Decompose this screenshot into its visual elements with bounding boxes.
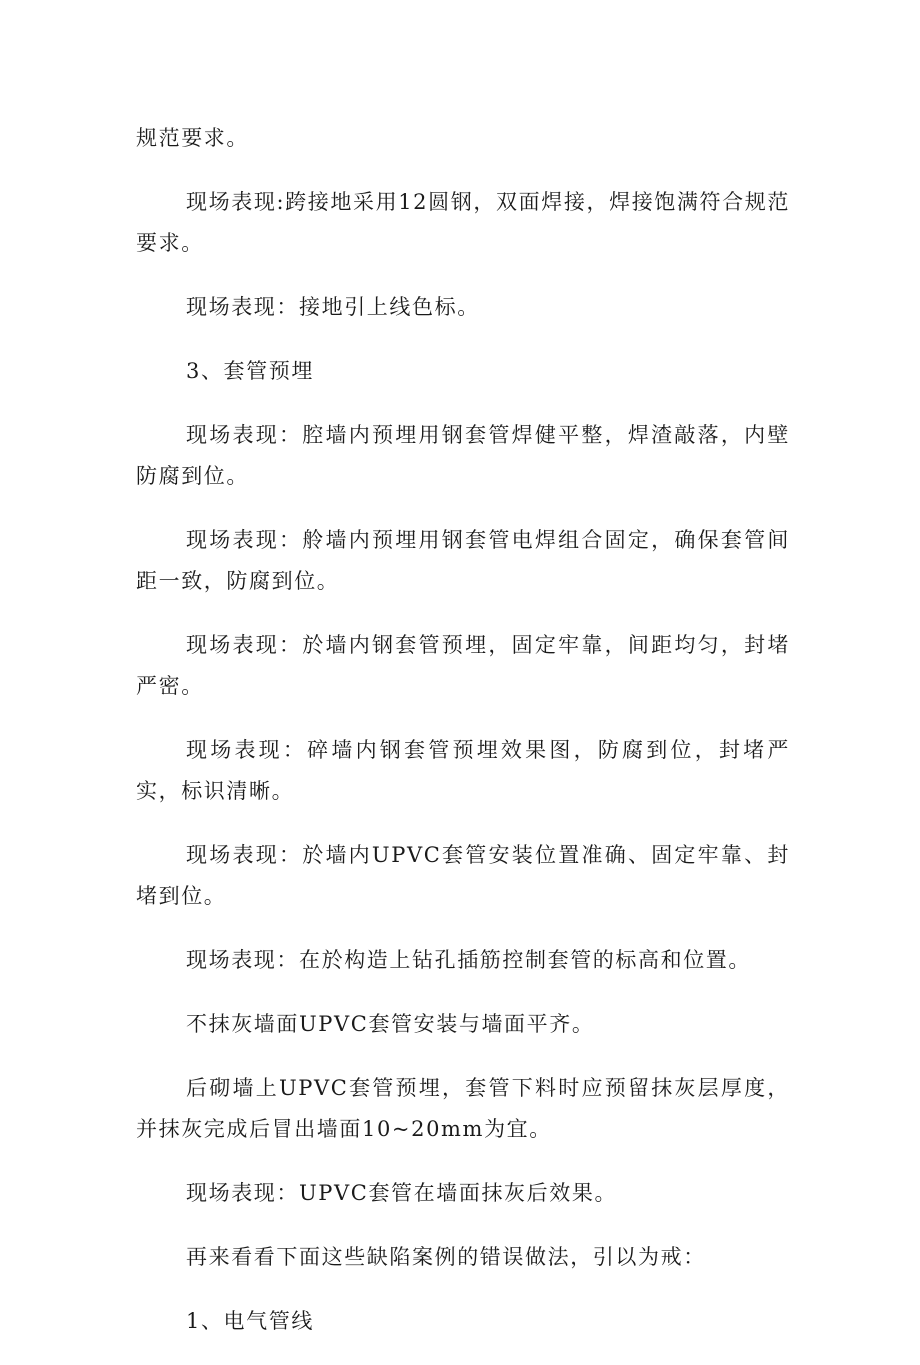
paragraph-drilled-rebar-control: 现场表现：在於构造上钻孔插筋控制套管的标高和位置。 (186, 948, 751, 972)
paragraph-upvc-after-plaster: 现场表现：UPVC套管在墙面抹灰后效果。 (186, 1181, 618, 1205)
paragraph-unplastered-wall: 不抹灰墙面UPVC套管安装与墙面平齐。 (186, 1012, 595, 1036)
section-heading-electrical-conduit: 1、电气管线 (186, 1309, 314, 1333)
paragraph-ground-lead-color: 现场表现：接地引上线色标。 (186, 295, 480, 319)
paragraph-steel-sleeve-fixing: 现场表现：舲墙内预埋用钢套管电焊组合固定，确保套管间距一致，防腐到位。 (136, 528, 790, 593)
document-body (136, 118, 790, 1365)
paragraph-bonding-jumper: 现场表现:跨接地采用12圆钢，双面焊接，焊接饱满符合规范要求。 (136, 190, 790, 255)
section-heading-sleeve-embedding: 3、套管预埋 (186, 359, 314, 383)
paragraph-steel-sleeve-sealing: 现场表现：於墙内钢套管预埋，固定牢靠，间距均匀，封堵严密。 (136, 633, 790, 698)
paragraph-steel-sleeve-effect: 现场表现：碎墙内钢套管预埋效果图，防腐到位，封堵严实，标识清晰。 (136, 738, 790, 803)
paragraph-upvc-sleeve-install: 现场表现：於墙内UPVC套管安装位置准确、固定牢靠、封堵到位。 (136, 843, 790, 908)
paragraph-continuation: 规范要求。 (136, 126, 249, 150)
paragraph-steel-sleeve-welding: 现场表现：腔墙内预埋用钢套管焊健平整，焊渣敲落，内壁防腐到位。 (136, 423, 790, 488)
paragraph-defect-intro: 再来看看下面这些缺陷案例的错误做法，引以为戒： (186, 1245, 706, 1269)
paragraph-later-built-wall: 后砌墙上UPVC套管预埋，套管下料时应预留抹灰层厚度，并抹灰完成后冒出墙面10~20mm为宜。 (136, 1076, 790, 1141)
